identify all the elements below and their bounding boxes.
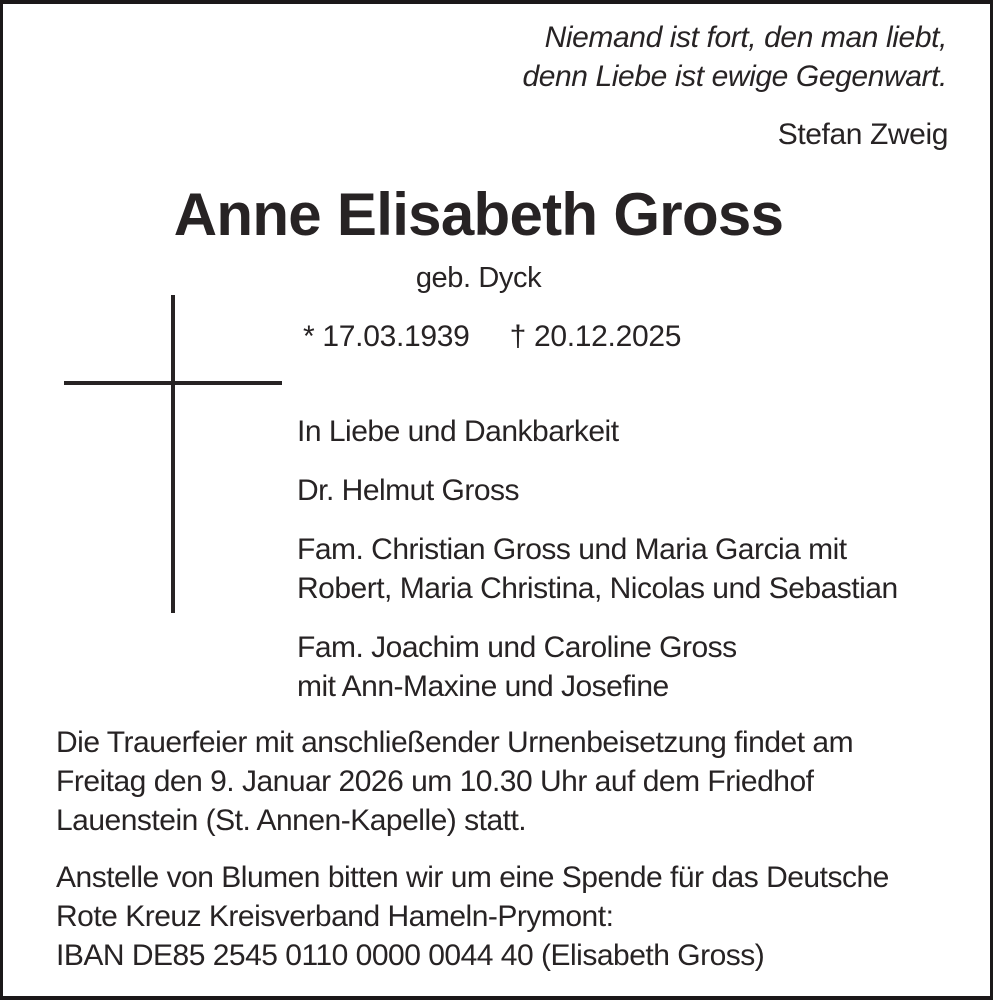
mourner-line: Fam. Joachim und Caroline Gross [297, 631, 737, 664]
donation-line: Anstelle von Blumen bitten wir um eine Spende für das Deutsche [56, 861, 889, 894]
mourner-entry [297, 628, 898, 706]
mourner-entry [297, 530, 898, 608]
donation-info [56, 858, 889, 975]
death-date: † 20.12.2025 [509, 320, 682, 353]
funeral-line: Freitag den 9. Januar 2026 um 10.30 Uhr auf dem Friedhof [56, 765, 814, 798]
donation-line: IBAN DE85 2545 0110 0000 0044 40 (Elisabeth Gross) [56, 939, 765, 972]
mourner-entry [297, 471, 898, 510]
maiden-name: geb. Dyck [415, 262, 542, 294]
birth-date: * 17.03.1939 [303, 320, 470, 353]
cross-icon-horizontal-bar [64, 381, 282, 385]
funeral-line: Die Trauerfeier mit anschließender Urnenbeisetzung findet am [56, 726, 854, 759]
quote-attribution: Stefan Zweig [777, 118, 948, 151]
funeral-line: Lauenstein (St. Annen-Kapelle) statt. [56, 804, 527, 837]
funeral-info [56, 723, 853, 840]
mourner-line: mit Ann-Maxine und Josefine [297, 670, 669, 703]
quote-line-2: denn Liebe ist ewige Gegenwart. [522, 60, 947, 93]
mourners-block [297, 412, 898, 706]
quote-line-1: Niemand ist fort, den man liebt, [544, 21, 947, 54]
mourners-intro: In Liebe und Dankbarkeit [297, 415, 619, 448]
mourner-line: Robert, Maria Christina, Nicolas und Sebastian [297, 572, 898, 605]
mourner-line: Fam. Christian Gross und Maria Garcia mit [297, 533, 847, 566]
mourner-line: Dr. Helmut Gross [297, 474, 520, 507]
memorial-quote [522, 18, 947, 96]
cross-icon-vertical-bar [171, 295, 175, 613]
donation-line: Rote Kreuz Kreisverband Hameln-Prymont: [56, 900, 614, 933]
deceased-name: Anne Elisabeth Gross [173, 181, 784, 248]
life-dates [303, 317, 681, 356]
